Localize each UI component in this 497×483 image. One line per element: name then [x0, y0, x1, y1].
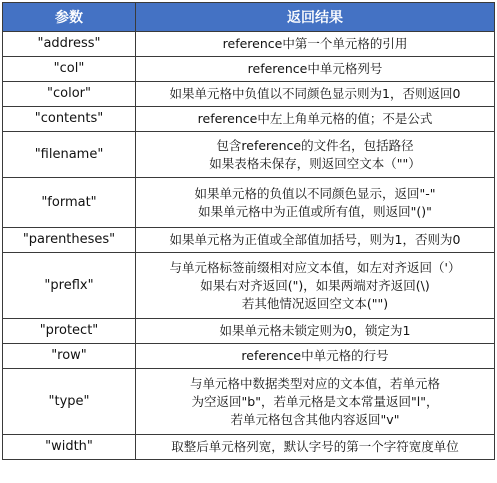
table-row: [3, 32, 495, 57]
table-row: [3, 82, 495, 107]
param-cell: "type": [3, 369, 136, 435]
table-row: [3, 435, 495, 460]
header-row: [3, 3, 495, 32]
table-row: [3, 228, 495, 253]
result-line: 如果单元格为正值或全部值加括号，则为1，否则为0: [169, 232, 461, 247]
param-cell: "protect": [3, 319, 136, 344]
param-cell: "filename": [3, 132, 136, 178]
table-row: [3, 369, 495, 435]
result-line: reference中单元格的行号: [241, 348, 389, 363]
result-line: 如果右对齐返回(")，如果两端对齐返回(\): [200, 277, 430, 293]
table-row: [3, 57, 495, 82]
result-cell: [136, 178, 495, 228]
param-cell: "col": [3, 57, 136, 82]
result-line: 若其他情况返回空文本(""): [241, 295, 389, 311]
cell-info-table: [2, 2, 495, 460]
result-line: 如果单元格中负值以不同颜色显示则为1，否则返回0: [169, 86, 461, 101]
result-cell: [136, 32, 495, 57]
param-cell: "address": [3, 32, 136, 57]
result-line: 如果表格未保存，则返回空文本（""）: [209, 155, 421, 171]
param-cell: "format": [3, 178, 136, 228]
result-cell: [136, 57, 495, 82]
header-result: 返回结果: [136, 3, 495, 32]
result-cell: [136, 132, 495, 178]
table-row: [3, 319, 495, 344]
result-line: 包含reference的文件名，包括路径: [216, 137, 414, 153]
result-cell: [136, 107, 495, 132]
param-cell: "contents": [3, 107, 136, 132]
result-line: 取整后单元格列宽，默认字号的第一个字符宽度单位: [171, 439, 459, 454]
param-cell: "color": [3, 82, 136, 107]
result-line: reference中左上角单元格的值；不是公式: [197, 111, 433, 126]
result-line: reference中单元格列号: [247, 61, 383, 76]
result-cell: [136, 253, 495, 319]
result-line: reference中第一个单元格的引用: [222, 36, 408, 51]
result-cell: [136, 319, 495, 344]
result-line: 与单元格标签前缀相对应文本值，如左对齐返回（'）: [169, 259, 461, 275]
result-cell: [136, 344, 495, 369]
header-param: 参数: [3, 3, 136, 32]
result-line: 如果单元格未锁定则为0，锁定为1: [219, 323, 411, 338]
result-cell: [136, 82, 495, 107]
table-row: [3, 344, 495, 369]
result-line: 若单元格包含其他内容返回"v": [230, 411, 400, 427]
table-row: [3, 253, 495, 319]
result-cell: [136, 228, 495, 253]
result-line: 与单元格中数据类型对应的文本值，若单元格: [189, 375, 440, 391]
result-line: 如果单元格中为正值或所有值，则返回"()": [198, 203, 432, 219]
param-cell: "preflx": [3, 253, 136, 319]
param-cell: "parentheses": [3, 228, 136, 253]
param-cell: "width": [3, 435, 136, 460]
result-line: 为空返回"b"，若单元格是文本常量返回"l"，: [191, 393, 439, 409]
result-cell: [136, 369, 495, 435]
table-row: [3, 132, 495, 178]
param-cell: "row": [3, 344, 136, 369]
table-row: [3, 107, 495, 132]
table-row: [3, 178, 495, 228]
result-line: 如果单元格的负值以不同颜色显示，返回"-": [194, 185, 436, 201]
result-cell: [136, 435, 495, 460]
